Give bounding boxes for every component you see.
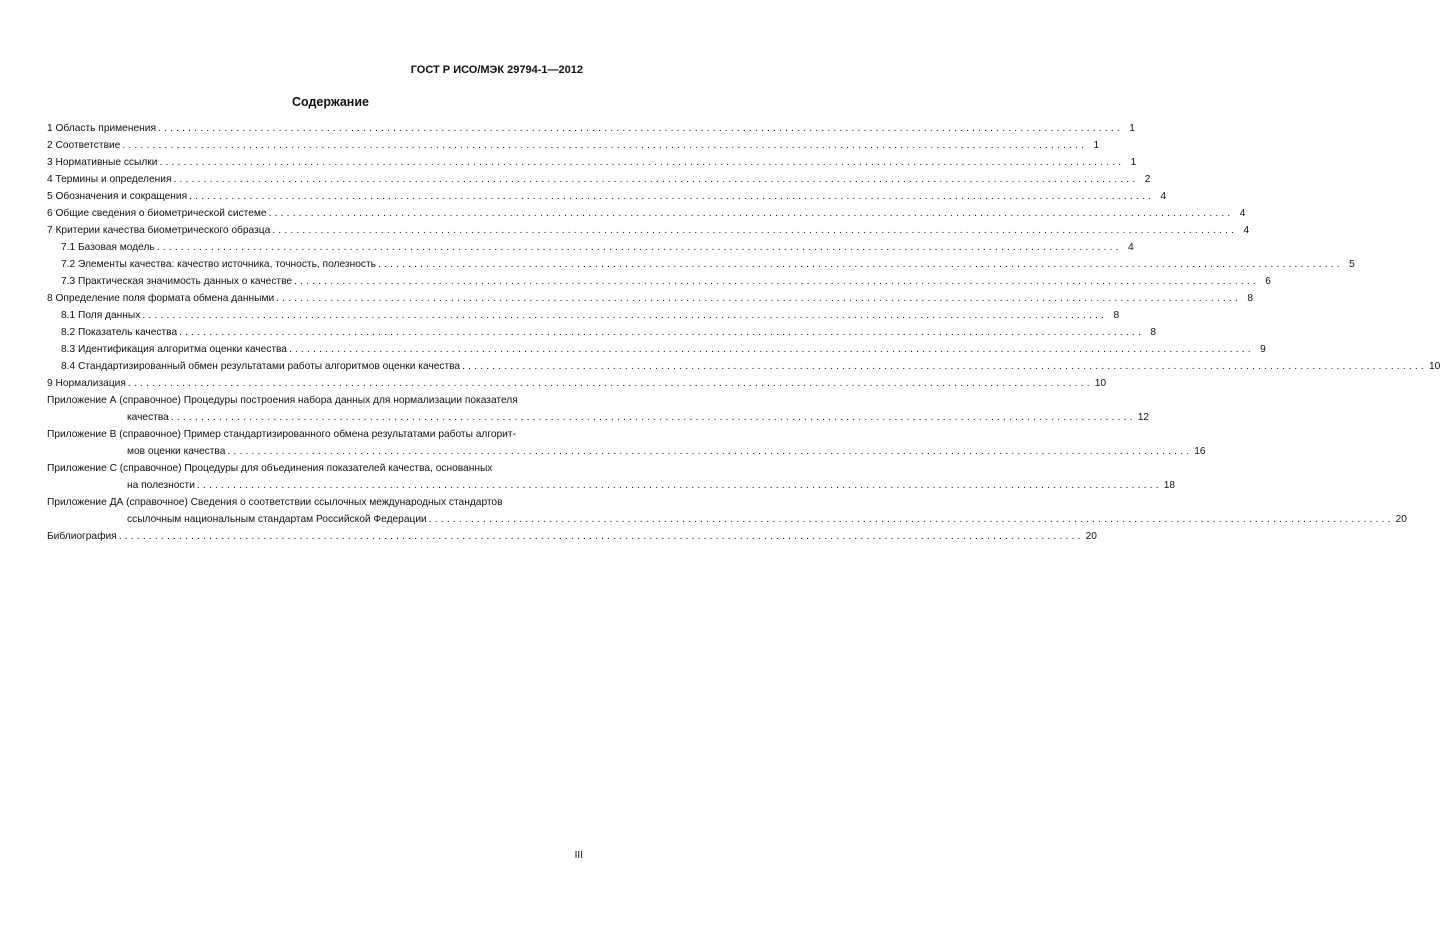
dot-leader: ................................................................................................................................................................ [462,361,1427,372]
dot-leader: ................................................................................................................................................................ [288,344,1254,355]
toc-annex-title: Приложение ДА (справочное) Сведения о соответствии ссылочных международных стандартов [47,497,503,508]
toc-entry-label: 8 Определение поля формата обмена данными [47,293,275,304]
toc-entry-8[interactable] [47,290,1254,307]
toc-annex-title: Приложение С (справочное) Процедуры для объединения показателей качества, основанных [47,463,493,474]
dot-leader: ................................................................................................................................................................ [122,140,1088,151]
toc-annex-title: Приложение А (справочное) Процедуры построения набора данных для нормализации показателя [47,395,518,406]
toc-entry-8-2[interactable] [47,324,1156,341]
toc-page-number: 10 [1094,378,1107,389]
toc-annex-a[interactable] [47,392,1150,426]
dot-leader: ................................................................................................................................................................ [268,208,1234,219]
toc-entry-label: 4 Термины и определения [47,174,172,185]
toc-entry-label: 8.4 Стандартизированный обмен результатами работы алгоритмов оценки качества [61,361,461,372]
dot-leader: ................................................................................................................................................................ [227,446,1193,457]
toc-entry-8-3[interactable] [47,341,1266,358]
toc-annex-title-continued: ссылочным национальным стандартам Российской Федерации [127,514,427,525]
page-number: III [574,850,583,861]
toc-entry-5[interactable] [47,188,1167,205]
toc-entry-8-1[interactable] [47,307,1120,324]
toc-entry-label: 9 Нормализация [47,378,126,389]
dot-leader: ................................................................................................................................................................ [156,242,1122,253]
dot-leader: ................................................................................................................................................................ [196,480,1162,491]
toc-entry-label: 7.3 Практическая значимость данных о качестве [61,276,293,287]
toc-entry-label: 8.2 Показатель качества [61,327,178,338]
toc-page-number: 9 [1260,344,1266,355]
toc-entry-4[interactable] [47,171,1151,188]
toc-entry-label: 3 Нормативные ссылки [47,157,158,168]
toc-entry-label: 1 Область применения [47,123,156,134]
dot-leader: ................................................................................................................................................................ [157,123,1123,134]
toc-entry-label: 6 Общие сведения о биометрической системе [47,208,267,219]
dot-leader: ................................................................................................................................................................ [428,514,1394,525]
dot-leader: ................................................................................................................................................................ [127,378,1093,389]
toc-entry-7-1[interactable] [47,239,1134,256]
toc-page-number: 8 [1113,310,1120,321]
toc-entry-label: 7 Критерии качества биометрического образца [47,225,271,236]
toc-page-number: 1 [1129,123,1135,134]
toc-entry-label: 7.1 Базовая модель [61,242,155,253]
toc-entry-label: 8.3 Идентификация алгоритма оценки качества [61,344,287,355]
toc-page-number: 4 [1127,242,1134,253]
toc-bibliography[interactable] [47,528,1097,545]
dot-leader: ................................................................................................................................................................ [179,327,1144,338]
toc-page-number: 8 [1150,327,1156,338]
toc-annex-b[interactable] [47,426,1206,460]
toc-entry-7-3[interactable] [47,273,1271,290]
toc-page-number: 8 [1247,293,1254,304]
dot-leader: ................................................................................................................................................................ [170,412,1136,423]
toc-entry-8-4[interactable] [47,358,1440,375]
toc-annex-title-continued: на полезности [127,480,195,491]
dot-leader: ................................................................................................................................................................ [294,276,1259,287]
toc-page-number: 10 [1428,361,1440,372]
toc-annex-c[interactable] [47,460,1176,494]
toc-entry-label: 8.1 Поля данных [61,310,141,321]
dot-leader: ................................................................................................................................................................ [377,259,1343,270]
dot-leader: ................................................................................................................................................................ [159,157,1125,168]
toc-page-number: 4 [1160,191,1167,202]
toc-page-number: 1 [1093,140,1100,151]
toc-entry-label: 5 Обозначения и сокращения [47,191,188,202]
table-of-contents [47,120,1440,545]
toc-title: Содержание [291,95,369,109]
toc-page-number: 2 [1144,174,1151,185]
toc-annex-title: Приложение В (справочное) Пример стандартизированного обмена результатами работы алгорит- [47,429,516,440]
dot-leader: ................................................................................................................................................................ [272,225,1238,236]
toc-page-number: 20 [1085,531,1097,542]
toc-entry-label: 2 Соответствие [47,140,121,151]
dot-leader: ................................................................................................................................................................ [142,310,1108,321]
toc-entry-7-2[interactable] [47,256,1355,273]
toc-page-number: 4 [1239,208,1246,219]
toc-entry-label: 7.2 Элементы качества: качество источника, точность, полезность [61,259,376,270]
dot-leader: ................................................................................................................................................................ [173,174,1139,185]
dot-leader: ................................................................................................................................................................ [276,293,1242,304]
toc-page-number: 16 [1194,446,1206,457]
dot-leader: ................................................................................................................................................................ [189,191,1155,202]
toc-annex-da[interactable] [47,494,1407,528]
toc-entry-2[interactable] [47,137,1100,154]
toc-page-number: 18 [1163,480,1176,491]
standard-code: ГОСТ Р ИСО/МЭК 29794-1—2012 [410,64,583,76]
toc-entry-7[interactable] [47,222,1250,239]
toc-page-number: 4 [1243,225,1250,236]
toc-entry-9[interactable] [47,375,1107,392]
toc-entry-6[interactable] [47,205,1246,222]
toc-annex-title-continued: мов оценки качества [127,446,226,457]
toc-entry-3[interactable] [47,154,1137,171]
toc-page-number: 12 [1137,412,1150,423]
toc-entry-label: Библиография [47,531,117,542]
toc-entry-1[interactable] [47,120,1135,137]
toc-page-number: 1 [1130,157,1137,168]
toc-page-number: 6 [1265,276,1271,287]
dot-leader: ................................................................................................................................................................ [118,531,1084,542]
toc-page-number: 5 [1349,259,1355,270]
toc-page-number: 20 [1395,514,1407,525]
toc-annex-title-continued: качества [127,412,169,423]
